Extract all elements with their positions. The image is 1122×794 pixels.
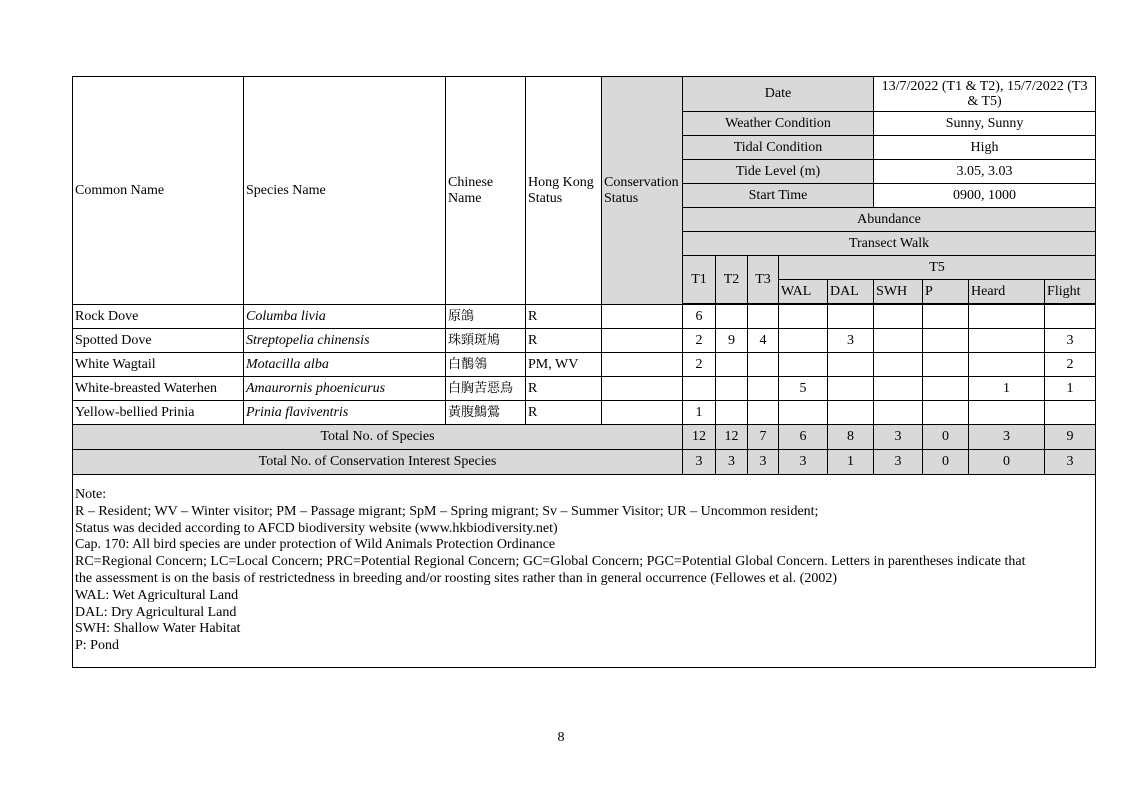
count-dal: [828, 305, 874, 329]
count-t1: 2: [683, 329, 716, 353]
header-heard: Heard: [969, 280, 1045, 304]
count-swh: [874, 401, 923, 425]
count-p: [923, 329, 969, 353]
conservation-status: [602, 305, 683, 329]
start-time-label: Start Time: [683, 184, 874, 208]
header-flight: Flight: [1045, 280, 1096, 304]
count-wal: [779, 353, 828, 377]
count-wal: [779, 401, 828, 425]
hk-status: R: [526, 305, 602, 329]
count-flight: 2: [1045, 353, 1096, 377]
note-line: R – Resident; WV – Winter visitor; PM – Passage migrant; SpM – Spring migrant; Sv – Summer Visitor; UR – Uncommon resident;: [75, 503, 819, 519]
table-row: [73, 401, 1096, 425]
total-species-flight: 9: [1045, 425, 1096, 450]
count-t3: 4: [748, 329, 779, 353]
note-line: the assessment is on the basis of restrictedness in breeding and/or roosting sites rather than in general occurrence (Fellowes et al. (2002): [75, 571, 837, 586]
count-swh: [874, 377, 923, 401]
common-name: Rock Dove: [73, 305, 244, 329]
table-row: [73, 329, 1096, 353]
count-t3: [748, 401, 779, 425]
header-dal: DAL: [828, 280, 874, 304]
header-t5: T5: [779, 256, 1096, 280]
date-label: Date: [683, 77, 874, 112]
total-conservation-label: Total No. of Conservation Interest Species: [73, 450, 683, 475]
tide-level-label: Tide Level (m): [683, 160, 874, 184]
note-line: DAL: Dry Agricultural Land: [75, 604, 237, 620]
tidal-value: High: [874, 136, 1096, 160]
count-dal: 3: [828, 329, 874, 353]
tidal-label: Tidal Condition: [683, 136, 874, 160]
header-t3: T3: [748, 256, 779, 304]
header-swh: SWH: [874, 280, 923, 304]
note-heading: Note:: [75, 487, 107, 503]
chinese-name: 珠頸斑鳩: [446, 329, 526, 353]
tide-level-value: 3.05, 3.03: [874, 160, 1096, 184]
total-conservation-t1: 3: [683, 450, 716, 475]
total-species-swh: 3: [874, 425, 923, 450]
header-t1: T1: [683, 256, 716, 304]
count-t2: [716, 353, 748, 377]
count-t3: [748, 353, 779, 377]
total-conservation-t2: 3: [716, 450, 748, 475]
header-common-name: Common Name: [73, 77, 244, 305]
total-species-row: [73, 425, 1096, 450]
total-conservation-t3: 3: [748, 450, 779, 475]
common-name: White Wagtail: [73, 353, 244, 377]
total-species-heard: 3: [969, 425, 1045, 450]
scientific-name: Columba livia: [244, 305, 446, 329]
header-p: P: [923, 280, 969, 304]
total-conservation-swh: 3: [874, 450, 923, 475]
count-t1: 2: [683, 353, 716, 377]
count-t2: [716, 377, 748, 401]
count-wal: 5: [779, 377, 828, 401]
count-swh: [874, 305, 923, 329]
count-p: [923, 377, 969, 401]
count-t2: 9: [716, 329, 748, 353]
species-rows: [73, 305, 1096, 425]
total-species-dal: 8: [828, 425, 874, 450]
count-p: [923, 305, 969, 329]
conservation-status: [602, 401, 683, 425]
table-row: [73, 377, 1096, 401]
note-line: Status was decided according to AFCD biodiversity website (www.hkbiodiversity.net): [75, 520, 558, 536]
notes-cell: [73, 475, 1096, 668]
hk-status: R: [526, 329, 602, 353]
scientific-name: Motacilla alba: [244, 353, 446, 377]
weather-label: Weather Condition: [683, 112, 874, 136]
chinese-name: 黃腹鷦鶯: [446, 401, 526, 425]
start-time-value: 0900, 1000: [874, 184, 1096, 208]
count-t1: [683, 377, 716, 401]
total-conservation-row: [73, 450, 1096, 475]
count-flight: [1045, 401, 1096, 425]
scientific-name: Streptopelia chinensis: [244, 329, 446, 353]
page-number: 8: [557, 730, 565, 745]
count-dal: [828, 401, 874, 425]
hk-status: R: [526, 401, 602, 425]
total-conservation-flight: 3: [1045, 450, 1096, 475]
note-line: Cap. 170: All bird species are under protection of Wild Animals Protection Ordinance: [75, 537, 556, 553]
note-line: WAL: Wet Agricultural Land: [75, 587, 239, 603]
conservation-status: [602, 377, 683, 401]
count-t2: [716, 305, 748, 329]
count-heard: [969, 305, 1045, 329]
count-p: [923, 353, 969, 377]
date-value: 13/7/2022 (T1 & T2), 15/7/2022 (T3 & T5): [874, 77, 1096, 112]
header-t2: T2: [716, 256, 748, 304]
total-conservation-dal: 1: [828, 450, 874, 475]
header-wal: WAL: [779, 280, 828, 304]
count-flight: 1: [1045, 377, 1096, 401]
common-name: White-breasted Waterhen: [73, 377, 244, 401]
count-dal: [828, 353, 874, 377]
count-t3: [748, 377, 779, 401]
count-heard: [969, 401, 1045, 425]
total-species-t3: 7: [748, 425, 779, 450]
total-species-label: Total No. of Species: [73, 425, 683, 450]
count-flight: [1045, 305, 1096, 329]
chinese-name: 白胸苦惡鳥: [446, 377, 526, 401]
common-name: Yellow-bellied Prinia: [73, 401, 244, 425]
table-row: [73, 305, 1096, 329]
scientific-name: Prinia flaviventris: [244, 401, 446, 425]
transect-walk-header: Transect Walk: [683, 232, 1096, 256]
total-species-t2: 12: [716, 425, 748, 450]
header-chinese-name: Chinese Name: [446, 77, 526, 305]
count-wal: [779, 329, 828, 353]
count-heard: [969, 329, 1045, 353]
total-conservation-wal: 3: [779, 450, 828, 475]
hk-status: R: [526, 377, 602, 401]
count-flight: 3: [1045, 329, 1096, 353]
count-p: [923, 401, 969, 425]
header-conservation-status: Conservation Status: [602, 77, 683, 305]
count-swh: [874, 329, 923, 353]
totals: [73, 425, 1096, 475]
common-name: Spotted Dove: [73, 329, 244, 353]
total-species-t1: 12: [683, 425, 716, 450]
count-heard: 1: [969, 377, 1045, 401]
bird-survey-table: [72, 76, 1096, 668]
total-conservation-heard: 0: [969, 450, 1045, 475]
count-heard: [969, 353, 1045, 377]
total-species-p: 0: [923, 425, 969, 450]
count-swh: [874, 353, 923, 377]
header-species-name: Species Name: [244, 77, 446, 305]
count-t2: [716, 401, 748, 425]
chinese-name: 白鶺鴒: [446, 353, 526, 377]
count-dal: [828, 377, 874, 401]
hk-status: PM, WV: [526, 353, 602, 377]
chinese-name: 原鴿: [446, 305, 526, 329]
scientific-name: Amaurornis phoenicurus: [244, 377, 446, 401]
total-conservation-p: 0: [923, 450, 969, 475]
abundance-header: Abundance: [683, 208, 1096, 232]
weather-value: Sunny, Sunny: [874, 112, 1096, 136]
conservation-status: [602, 329, 683, 353]
table-row: [73, 353, 1096, 377]
count-wal: [779, 305, 828, 329]
note-line: P: Pond: [75, 638, 119, 654]
notes-section: [73, 475, 1096, 668]
count-t1: 6: [683, 305, 716, 329]
note-line: SWH: Shallow Water Habitat: [75, 621, 241, 637]
total-species-wal: 6: [779, 425, 828, 450]
table-header: [73, 77, 1096, 305]
count-t3: [748, 305, 779, 329]
header-hk-status: Hong Kong Status: [526, 77, 602, 305]
conservation-status: [602, 353, 683, 377]
note-line: RC=Regional Concern; LC=Local Concern; PRC=Potential Regional Concern; GC=Global Concern; PGC=Potential Global Concern. Letters in parentheses indicate that: [75, 554, 1026, 570]
count-t1: 1: [683, 401, 716, 425]
